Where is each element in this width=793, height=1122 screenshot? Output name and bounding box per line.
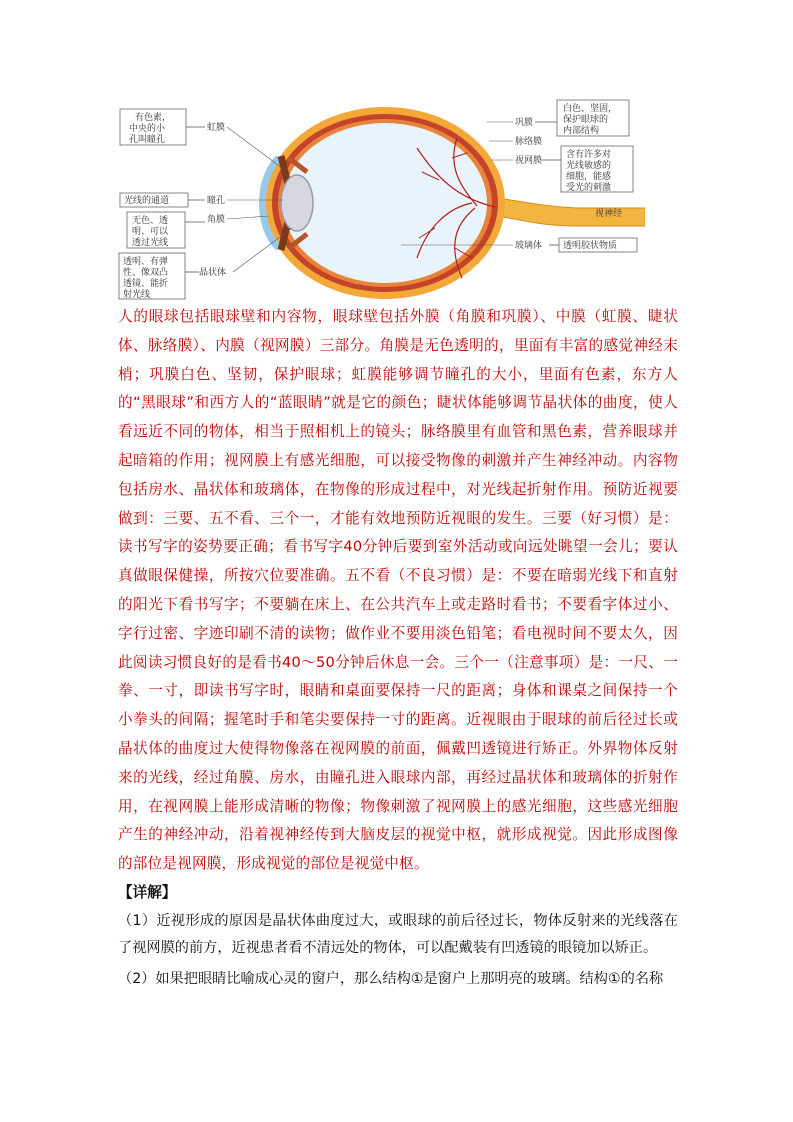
eye-structure-diagram	[117, 98, 645, 302]
label-sclera-desc-2: 保护眼球的	[563, 115, 609, 125]
label-sclera: 巩膜	[515, 118, 534, 128]
label-lens-desc-4: 射光线	[123, 290, 151, 300]
detail-item-2: （2）如果把眼睛比喻成心灵的窗户，那么结构①是窗户上那明亮的玻璃。结构①的名称	[118, 970, 664, 987]
main-paragraph: 人的眼球包括眼球壁和内容物，眼球壁包括外膜（角膜和巩膜）、中膜（虹膜、睫状体、脉络膜）、内膜（视网膜）三部分。角膜是无色透明的，里面有丰富的感觉神经末梢；巩膜白色、坚韧，保护眼球；虹膜能够调节瞳孔的大小，里面有色素，东方人的“黑眼球”和西方人的“蓝眼睛”就是它的颜色；睫状体能够调节晶状体的曲度，使人看远近不同的物体，相当于照相机上的镜头；脉络膜里有血管和黑色素，营养眼球并起暗箱的作用；视网膜上有感光细胞，可以接受物像的刺激并产生神经冲动。内容物包括房水、晶状体和玻璃体，在物像的形成过程中，对光线起折射作用。预防近视要做到：三要、五不看、三个一，才能有效地预防近视眼的发生。三要（好习惯）是：读书写字的姿势要正确；看书写字40分钟后要到室外活动或向远处眺望一会儿；要认真做眼保健操，所按穴位要准确。五不看（不良习惯）是：不要在暗弱光线下和直射的阳光下看书写字；不要躺在床上、在公共汽车上或走路时看书；不要看字体过小、字行过密、字迹印刷不清的读物；做作业不要用淡色铅笔；看电视时间不要太久，因此阅读习惯良好的是看书40～50分钟后休息一会。三个一（注意事项）是：一尺、一拳、一寸，即读书写字时，眼睛和桌面要保持一尺的距离；身体和课桌之间保持一个小拳头的间隔；握笔时手和笔尖要保持一寸的距离。近视眼由于眼球的前后径过长或晶状体的曲度过大使得物像落在视网膜的前面，佩戴凹透镜进行矫正。外界物体反射来的光线，经过角膜、房水，由瞳孔进入眼球内部，再经过晶状体和玻璃体的折射作用，在视网膜上能形成清晰的物像；物像刺激了视网膜上的感光细胞，这些感光细胞产生的神经冲动，沿着视神经传到大脑皮层的视觉中枢，就形成视觉。因此形成图像的部位是视网膜，形成视觉的部位是视觉中枢。	[118, 308, 678, 873]
label-lens-desc-3: 透镜、能折	[123, 279, 169, 289]
label-retina-desc-4: 受光的刺激	[566, 183, 612, 193]
label-iris-desc-2: 中央的小	[129, 124, 166, 134]
label-retina-desc-3: 细胞，能感	[566, 172, 612, 182]
label-cornea-desc-3: 透过光线	[132, 238, 169, 248]
eye-diagram-svg	[117, 98, 645, 302]
label-lens: 晶状体	[199, 268, 227, 278]
label-choroid: 脉络膜	[515, 137, 543, 147]
label-iris-desc-1: 有色素，	[135, 113, 172, 123]
label-sclera-desc-3: 内部结构	[563, 126, 600, 136]
detail-heading: 【详解】	[118, 883, 177, 901]
document-body	[118, 303, 678, 993]
label-retina-desc-2: 光线敏感的	[566, 161, 612, 171]
label-vitreous: 玻璃体	[515, 241, 543, 251]
label-iris-desc-3: 孔叫瞳孔	[129, 135, 166, 145]
label-sclera-desc-1: 白色、坚固，	[563, 104, 618, 114]
label-pupil-desc: 光线的通道	[124, 196, 170, 206]
label-cornea-desc-1: 无色、透	[132, 216, 169, 226]
label-lens-desc-2: 性、像双凸	[123, 268, 169, 278]
label-lens-desc-1: 透明、有弹	[123, 257, 169, 267]
label-iris: 虹膜	[207, 123, 226, 133]
label-pupil: 瞳孔	[207, 196, 226, 206]
label-retina: 视网膜	[515, 156, 543, 166]
label-vitreous-desc: 透明胶状物质	[563, 241, 618, 251]
label-optic-nerve: 视神经	[595, 209, 623, 219]
label-retina-desc-1: 含有许多对	[566, 150, 612, 160]
label-cornea: 角膜	[207, 215, 226, 225]
label-cornea-desc-2: 明、可以	[132, 227, 169, 237]
detail-item-1: （1）近视形成的原因是晶状体曲度过大，或眼球的前后径过长，物体反射来的光线落在了视网膜的前方，近视患者看不清远处的物体，可以配戴装有凹透镜的眼镜加以矫正。	[118, 912, 678, 956]
